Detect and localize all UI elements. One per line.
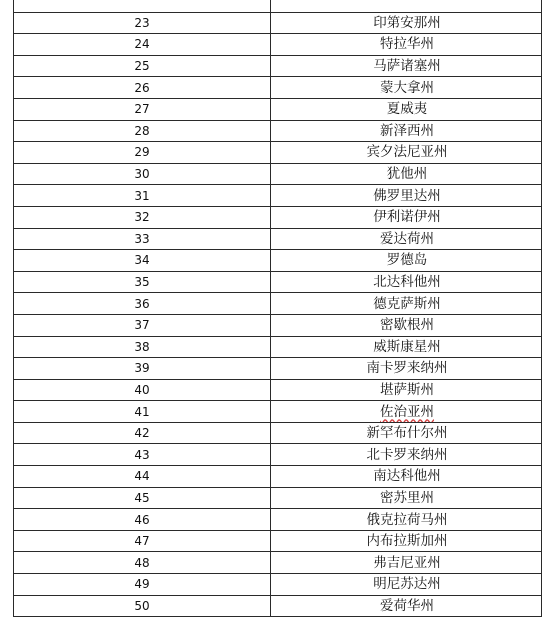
state-name-cell: 南达科他州 [271, 466, 542, 488]
state-name-cell: 密苏里州 [271, 487, 542, 509]
state-name-cell: 德克萨斯州 [271, 293, 542, 315]
table-row [14, 55, 542, 77]
table-row [14, 34, 542, 56]
table-row [14, 271, 542, 293]
state-name-cell: 蒙大拿州 [271, 77, 542, 99]
table-row [14, 163, 542, 185]
row-number-cell: 30 [14, 163, 271, 185]
table-row [14, 466, 542, 488]
row-number-cell: 47 [14, 530, 271, 552]
state-name-cell: 俄克拉荷马州 [271, 509, 542, 531]
row-number-cell: 25 [14, 55, 271, 77]
table-body [14, 0, 542, 617]
state-name-cell: 密歇根州 [271, 314, 542, 336]
state-name-cell: 爱荷华州 [271, 595, 542, 617]
state-name-cell: 夏威夷 [271, 98, 542, 120]
row-number-cell [14, 0, 271, 12]
table-row [14, 530, 542, 552]
state-name-cell: 南卡罗来纳州 [271, 358, 542, 380]
table-row [14, 336, 542, 358]
row-number-cell: 36 [14, 293, 271, 315]
row-number-cell: 46 [14, 509, 271, 531]
row-number-cell: 50 [14, 595, 271, 617]
row-number-cell: 42 [14, 422, 271, 444]
state-name-cell: 弗吉尼亚州 [271, 552, 542, 574]
state-name-cell: 佛罗里达州 [271, 185, 542, 207]
state-name-cell: 内布拉斯加州 [271, 530, 542, 552]
table-row [14, 250, 542, 272]
state-name-cell: 北达科他州 [271, 271, 542, 293]
row-number-cell: 23 [14, 12, 271, 34]
state-number-table [13, 0, 542, 617]
state-name-cell: 马萨诸塞州 [271, 55, 542, 77]
state-name-cell: 罗德岛 [271, 250, 542, 272]
table-row [14, 595, 542, 617]
state-name-cell: 新罕布什尔州 [271, 422, 542, 444]
state-name-cell: 堪萨斯州 [271, 379, 542, 401]
table-row [14, 314, 542, 336]
state-name-cell: 伊利诺伊州 [271, 206, 542, 228]
row-number-cell: 43 [14, 444, 271, 466]
row-number-cell: 29 [14, 142, 271, 164]
state-name-cell [271, 401, 542, 423]
table-row [14, 77, 542, 99]
table-row [14, 444, 542, 466]
row-number-cell: 37 [14, 314, 271, 336]
table-row [14, 120, 542, 142]
row-number-cell: 41 [14, 401, 271, 423]
table-row [14, 379, 542, 401]
state-name-cell: 北卡罗来纳州 [271, 444, 542, 466]
row-number-cell: 31 [14, 185, 271, 207]
state-name-cell: 犹他州 [271, 163, 542, 185]
row-number-cell: 48 [14, 552, 271, 574]
row-number-cell: 34 [14, 250, 271, 272]
row-number-cell: 49 [14, 574, 271, 596]
row-number-cell: 44 [14, 466, 271, 488]
row-number-cell: 26 [14, 77, 271, 99]
table-row [14, 552, 542, 574]
table-row [14, 422, 542, 444]
state-name-cell: 明尼苏达州 [271, 574, 542, 596]
table-row [14, 0, 542, 12]
table-row [14, 12, 542, 34]
row-number-cell: 28 [14, 120, 271, 142]
row-number-cell: 38 [14, 336, 271, 358]
table-row [14, 574, 542, 596]
state-name-cell: 威斯康星州 [271, 336, 542, 358]
table-row [14, 293, 542, 315]
row-number-cell: 40 [14, 379, 271, 401]
table-row [14, 206, 542, 228]
table-row [14, 228, 542, 250]
table-row [14, 98, 542, 120]
row-number-cell: 24 [14, 34, 271, 56]
state-name-text: 佐治亚州 [380, 403, 434, 420]
row-number-cell: 33 [14, 228, 271, 250]
table-row [14, 401, 542, 423]
row-number-cell: 39 [14, 358, 271, 380]
table-row [14, 358, 542, 380]
state-name-cell: 特拉华州 [271, 34, 542, 56]
state-name-cell [271, 0, 542, 12]
state-name-cell: 印第安那州 [271, 12, 542, 34]
table-row [14, 487, 542, 509]
table-row [14, 509, 542, 531]
state-name-cell: 宾夕法尼亚州 [271, 142, 542, 164]
table-row [14, 185, 542, 207]
state-name-cell: 新泽西州 [271, 120, 542, 142]
row-number-cell: 35 [14, 271, 271, 293]
row-number-cell: 32 [14, 206, 271, 228]
state-name-cell: 爱达荷州 [271, 228, 542, 250]
row-number-cell: 27 [14, 98, 271, 120]
row-number-cell: 45 [14, 487, 271, 509]
table-row [14, 142, 542, 164]
